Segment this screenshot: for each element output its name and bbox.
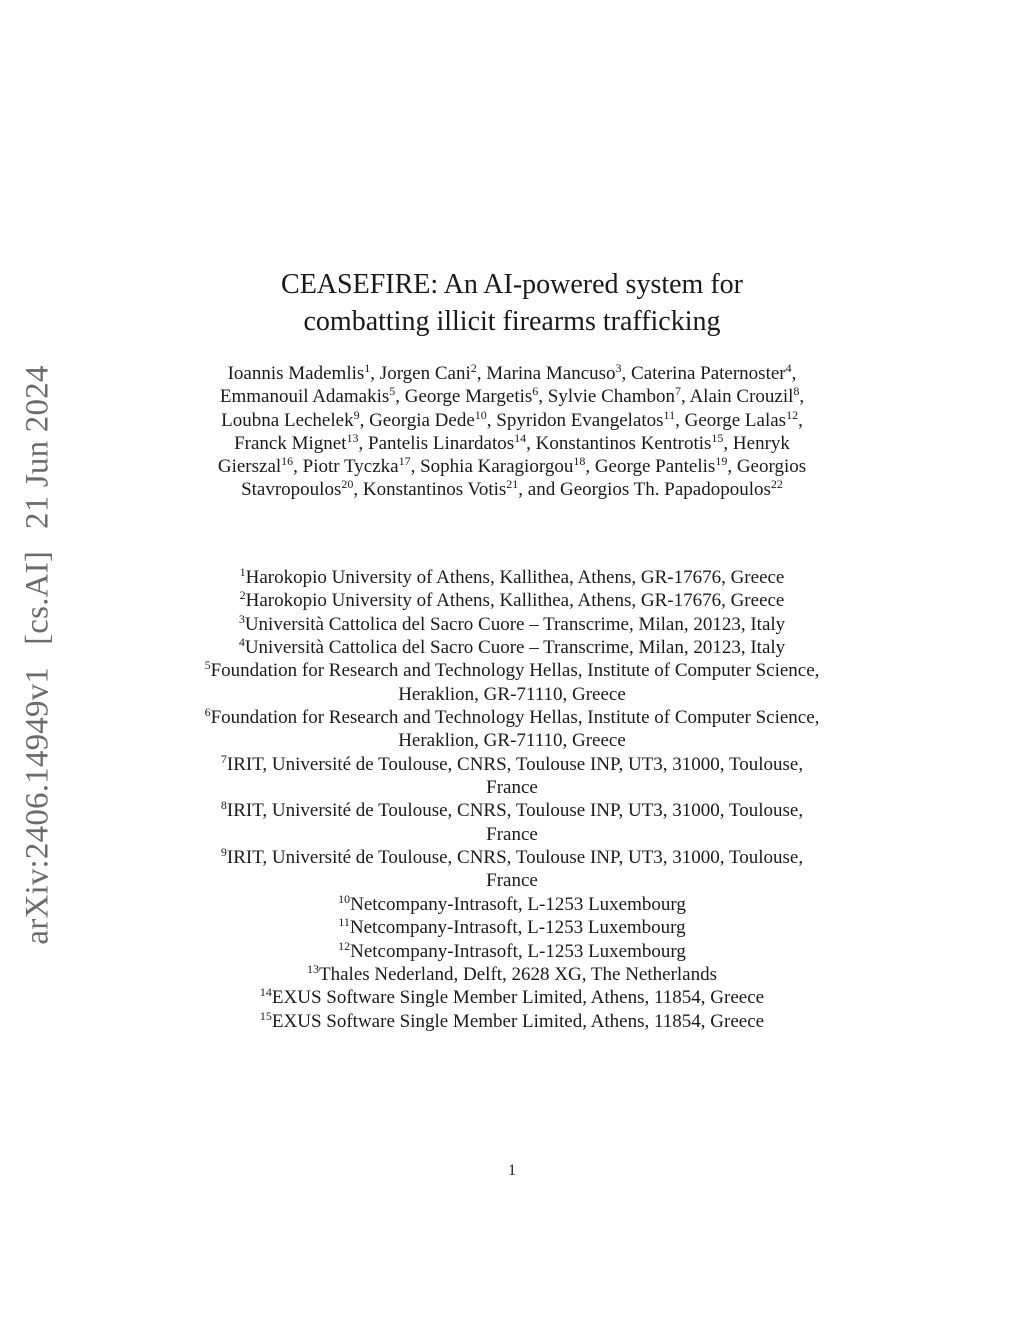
author-name: Konstantinos Kentrotis [535,432,712,454]
affiliation-text: Netcompany-Intrasoft, L-1253 Luxembourg [350,940,686,962]
arxiv-stamp-text [20,365,57,944]
affiliation-text: Foundation for Research and Technology Hellas, Institute of Computer Science, Heraklion, GR-71110, Greece [210,707,820,752]
affiliation-text: Foundation for Research and Technology Hellas, Institute of Computer Science, Heraklion, GR-71110, Greece [210,660,820,705]
affiliation-text: Harokopio University of Athens, Kallithea, Athens, GR-17676, Greece [245,590,785,612]
affiliation-list [200,566,824,1033]
author-list: Ioannis Mademlis$^1$, Jorgen Cani$^2$, Marina Mancuso$^3$, Caterina Paternoster$^4$, Emmanouil Adamakis$^5$, George Margetis$^6$, Sylvie Chambon$^7$, Alain Crouzil$^8$, Loubna Lechelek$^9$, Georgia Dede$^{10}$, Spyridon Evangelatos$^{11}$, George Lalas$^{12}$, Franck Mignet$^{13}$, Pantelis Linardatos$^{14}$, Konstantinos Kentrotis$^{15}$, Henryk Gierszal$^{16}$, Piotr Tyczka$^{17}$, Sophia Karagiorgou$^{18}$, George Pantelis$^{19}$, Georgios Stavropoulos$^{20}$, Konstantinos Votis$^{21}$, and Georgios Th. Papadopoulos$^{22}$ [217,361,807,501]
author-affiliation-number: 20 [341,477,354,492]
affiliation [200,799,824,846]
author-affiliation-number: 4 [785,361,792,375]
affiliation [200,916,824,939]
author-affiliation-number: 15 [711,430,724,445]
affiliation [200,753,824,800]
author-name: Georgios Th. Papadopoulos [559,479,771,501]
author-affiliation-number: 21 [506,477,519,492]
affiliation [200,846,824,893]
affiliation-number: 1 [239,565,246,579]
author-affiliation-number: 6 [532,384,539,399]
author-name: Georgia Dede [369,409,475,431]
affiliation [200,1010,824,1033]
author-name: Franck Mignet [234,432,347,454]
affiliation-text: Università Cattolica del Sacro Cuore – Transcrime, Milan, 20123, Italy [244,613,786,635]
affiliation-number: 2 [239,588,246,603]
affiliation [200,893,824,916]
author-name: Henryk Gierszal [217,432,790,478]
affiliation-text: Netcompany-Intrasoft, L-1253 Luxembourg [350,893,686,915]
author-name: Piotr Tyczka [302,456,399,478]
author-affiliation-number: 5 [389,384,396,399]
affiliation [200,636,824,659]
affiliation-number: 15 [259,1008,272,1023]
author-name: Pantelis Linardatos [368,432,515,454]
author-name: Sylvie Chambon [547,386,675,408]
title-line-1: CEASEFIRE: An AI-powered system for [281,269,743,300]
affiliation-text: IRIT, Université de Toulouse, CNRS, Toulouse INP, UT3, 31000, Toulouse, France [226,753,804,799]
author-name: Loubna Lechelek [221,409,354,431]
author-affiliation-number: 11 [663,407,676,422]
affiliation [200,589,824,612]
author-affiliation-number: 22 [770,477,783,492]
affiliation [200,566,824,589]
author-name: George Margetis [404,386,533,408]
affiliation-text: IRIT, Université de Toulouse, CNRS, Toulouse INP, UT3, 31000, Toulouse, France [226,800,804,845]
author-affiliation-number: 2 [470,361,477,375]
author-name: Emmanouil Adamakis [219,386,390,408]
affiliation-text: EXUS Software Single Member Limited, Athens, 11854, Greece [271,1010,765,1032]
author-affiliation-number: 14 [514,430,527,445]
affiliation-number: 13 [307,961,319,976]
affiliation-number: 11 [338,915,350,930]
author-affiliation-number: 17 [398,454,411,469]
author-affiliation-number: 16 [281,454,294,469]
author-affiliation-number: 10 [474,407,487,422]
affiliation-number: 4 [238,635,245,650]
author-affiliation-number: 8 [793,384,800,399]
author-affiliation-number: 12 [786,407,799,422]
author-name: George Lalas [684,409,787,431]
affiliation-number: 10 [338,891,351,906]
arxiv-date: 21 Jun 2024 [19,365,56,529]
author-affiliation-number: 9 [353,407,360,422]
arxiv-sidebar-stamp [8,365,68,945]
arxiv-id: arXiv:2406.14949v1 [19,666,56,945]
author-affiliation-number: 7 [674,384,681,399]
title-line-2: combatting illicit firearms trafficking [303,306,721,337]
paper-title [200,266,824,340]
author-conjunction: and [527,479,556,501]
affiliation-text: Netcompany-Intrasoft, L-1253 Luxembourg [349,917,686,939]
affiliation-text: Thales Nederland, Delft, 2628 XG, The Netherlands [319,963,717,985]
author-name: Marina Mancuso [486,363,616,384]
affiliation-number: 6 [204,705,211,720]
author-affiliation-number: 19 [715,454,728,469]
affiliation-text: IRIT, Université de Toulouse, CNRS, Toulouse INP, UT3, 31000, Toulouse, France [226,847,804,892]
affiliation-number: 8 [220,798,227,813]
author-name: Caterina Paternoster [631,363,786,384]
affiliation [200,613,824,636]
affiliation-number: 7 [220,751,227,766]
arxiv-category: [cs.AI] [19,550,56,645]
author-name: Alain Crouzil [689,386,794,408]
affiliation-text: Harokopio University of Athens, Kallithea, Athens, GR-17676, Greece [245,567,785,588]
page-number: 1 [508,1162,516,1179]
author-name: Spyridon Evangelatos [496,409,664,431]
author-name: Georgios Stavropoulos [241,456,807,501]
affiliation [200,940,824,963]
author-name: Sophia Karagiorgou [420,456,574,478]
author-affiliation-number: 13 [346,430,359,445]
affiliation-text: EXUS Software Single Member Limited, Athens, 11854, Greece [271,987,765,1009]
author-name: George Pantelis [594,456,716,478]
affiliation-number: 14 [259,985,272,1000]
author-name: Jorgen Cani [379,363,471,384]
affiliation-number: 9 [220,845,227,860]
affiliation [200,963,824,986]
author-affiliation-number: 3 [615,361,622,375]
author-name: Konstantinos Votis [362,479,507,501]
affiliation-number: 3 [238,611,245,626]
author-name: Ioannis Mademlis [227,363,365,384]
author-affiliation-number: 1 [364,361,371,375]
affiliation-text: Università Cattolica del Sacro Cuore – Transcrime, Milan, 20123, Italy [244,637,786,659]
affiliation-number: 12 [338,938,351,953]
author-affiliation-number: 18 [573,454,586,469]
affiliation-number: 5 [204,658,211,673]
affiliation [200,706,824,753]
affiliation [200,659,824,706]
affiliation [200,986,824,1009]
